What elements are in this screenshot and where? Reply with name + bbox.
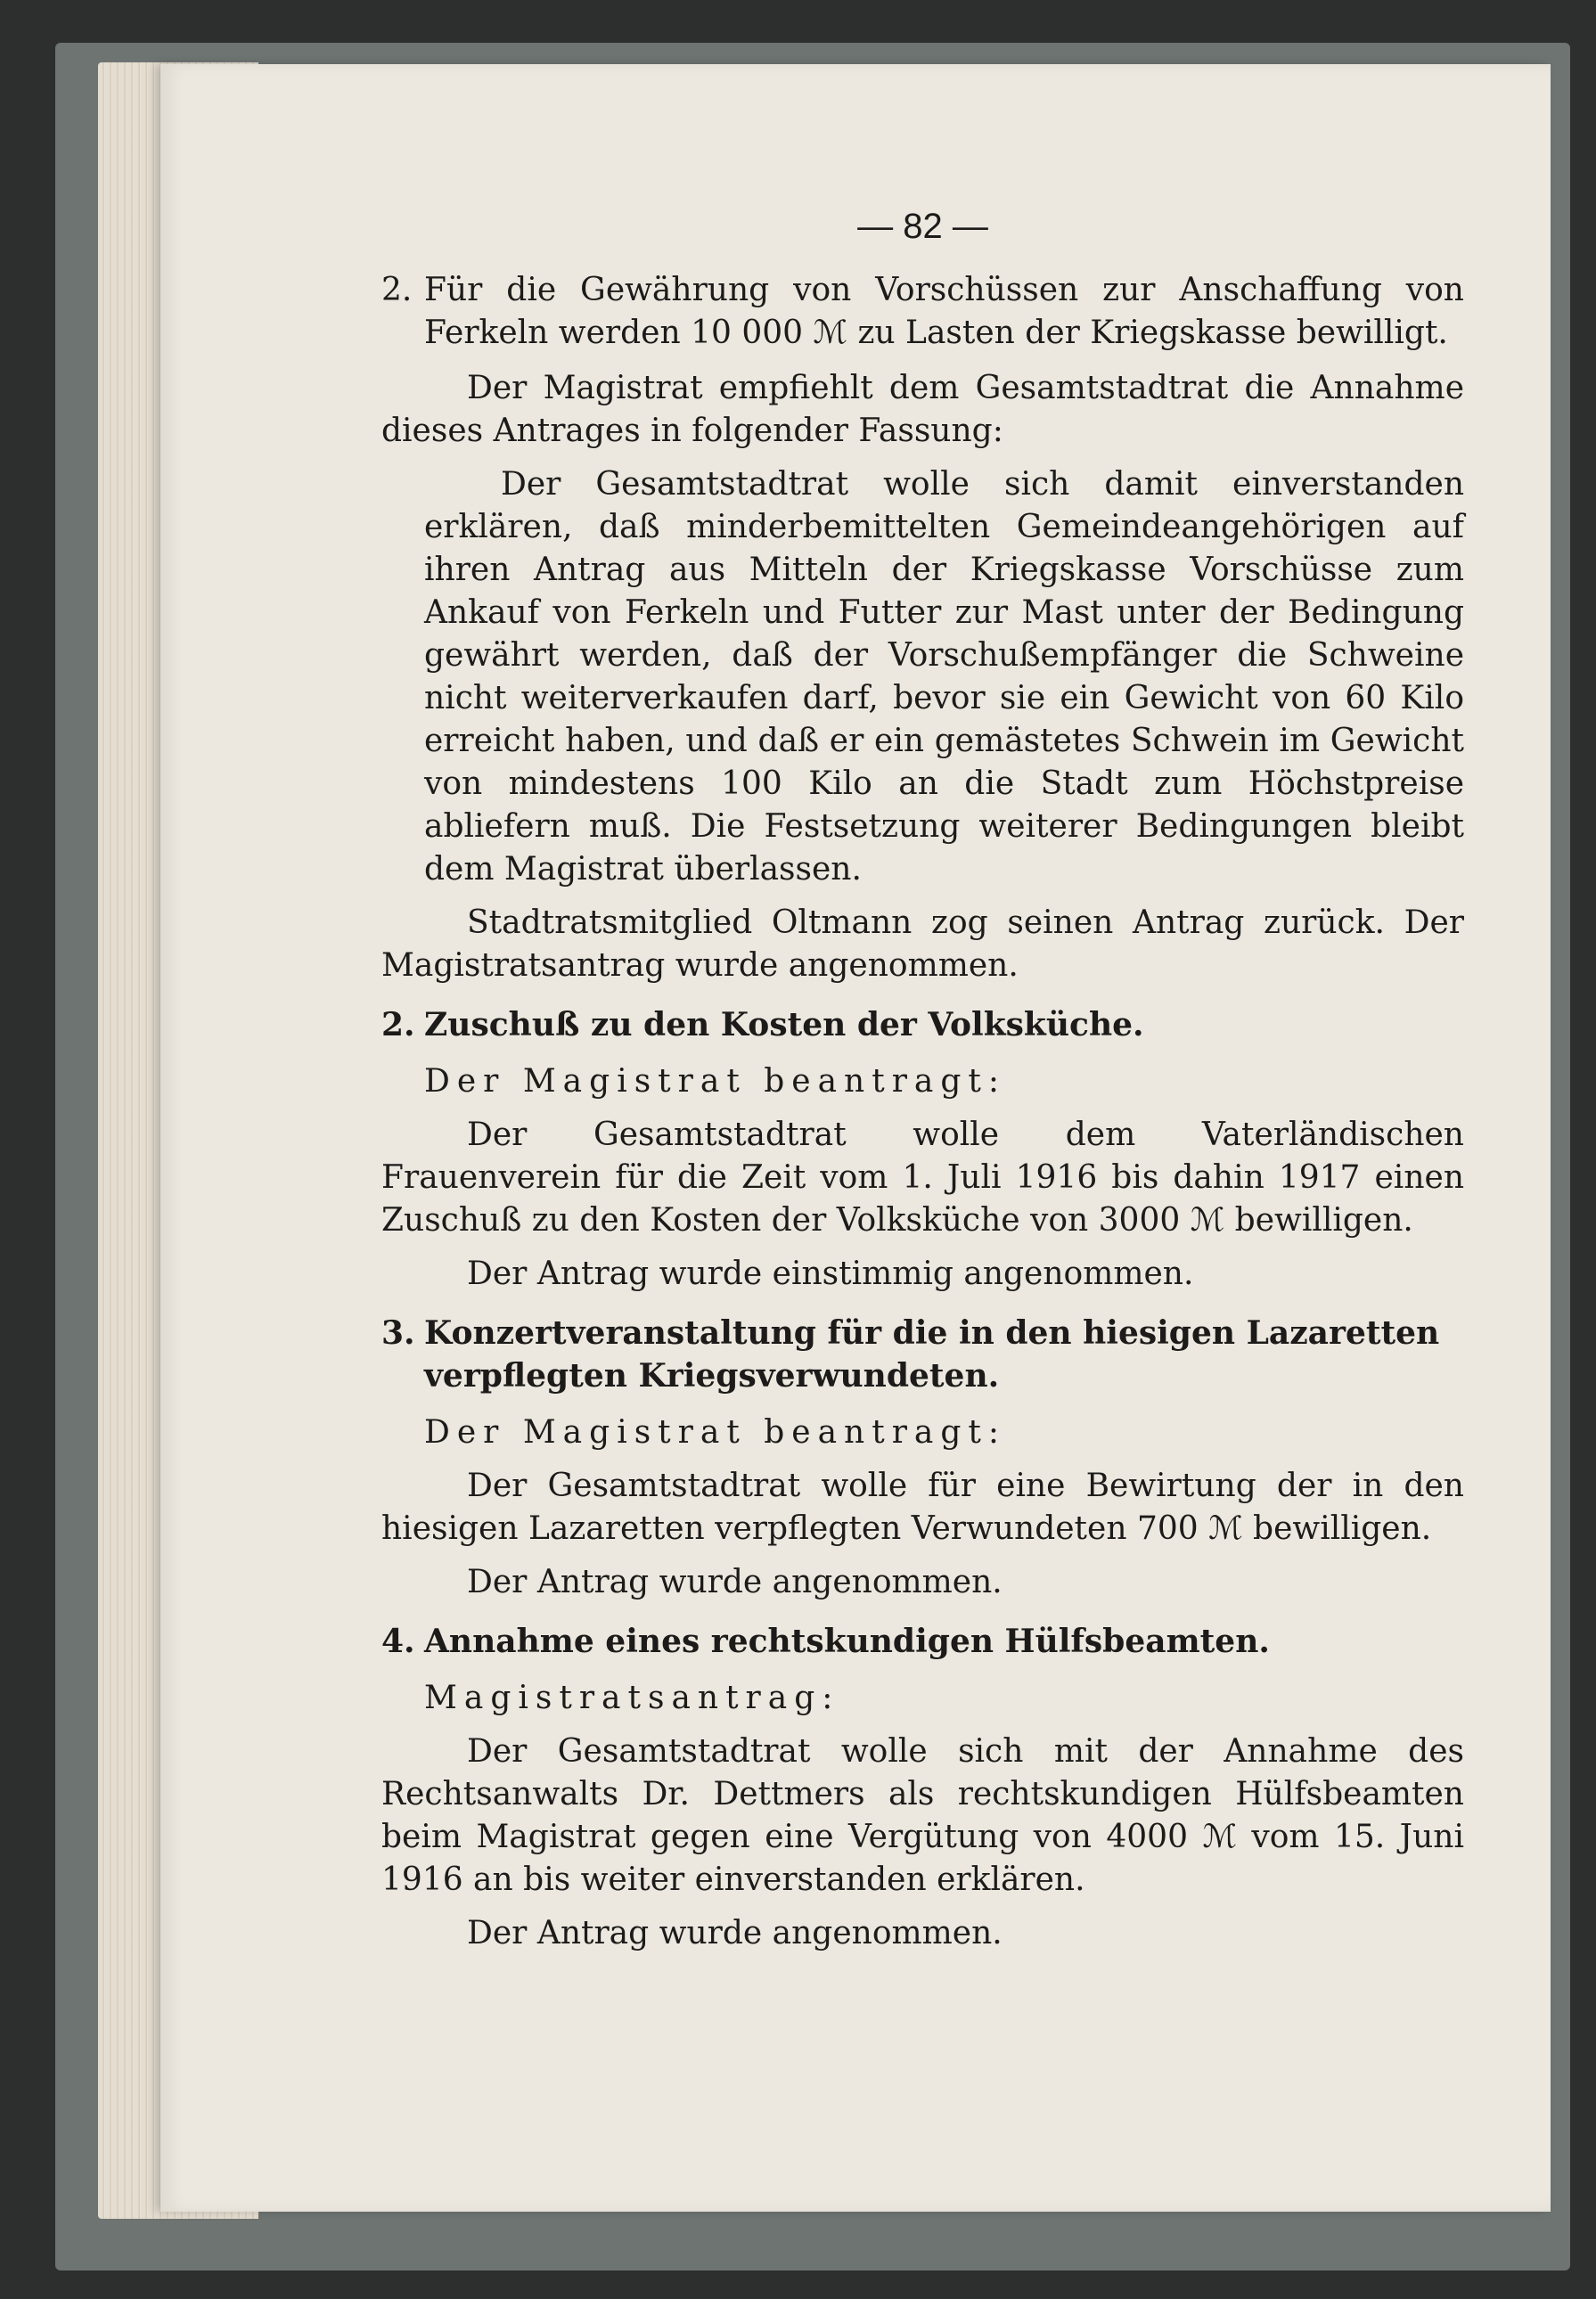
list-item-continuation	[381, 269, 1464, 355]
list-item-text: Für die Gewährung von Vorschüssen zur Anschaffung von Ferkeln werden 10 000 ℳ zu Lasten der Kriegskasse bewilligt.	[424, 272, 1464, 351]
motion-intro: Der Magistrat beantragt:	[424, 1063, 1007, 1100]
motion-text: Der Gesamtstadtrat wolle für eine Bewirtung der in den hiesigen Lazaretten verpflegten Verwundeten 700 ℳ bewilligen.	[381, 1468, 1464, 1547]
paragraph-withdrawal: Stadtratsmitglied Oltmann zog seinen Antrag zurück. Der Magistratsantrag wurde angenommen.	[381, 904, 1464, 984]
motion-result: Der Antrag wurde angenommen.	[467, 1915, 1003, 1951]
section-number: 3.	[381, 1314, 415, 1352]
motion-result: Der Antrag wurde angenommen.	[467, 1564, 1003, 1600]
section-title: Konzertveranstaltung für die in den hiesigen Lazaretten verpflegten Kriegsverwundeten.	[424, 1314, 1440, 1395]
section-title: Annahme eines rechtskundigen Hülfsbeamten.	[424, 1623, 1270, 1660]
page-content	[381, 205, 1464, 1966]
motion-result: Der Antrag wurde einstimmig angenommen.	[467, 1256, 1194, 1292]
section-heading-volkskueche	[381, 1003, 1464, 1046]
section-heading-huelfsbeamter	[381, 1620, 1464, 1663]
list-item-number: 2.	[381, 272, 413, 308]
motion-intro: Magistratsantrag:	[424, 1680, 840, 1716]
motion-text: Der Gesamtstadtrat wolle dem Vaterländischen Frauenverein für die Zeit vom 1. Juli 1916 bis dahin 1917 einen Zuschuß zu den Kosten der Volksküche von 3000 ℳ bewilligen.	[381, 1117, 1464, 1239]
motion-intro: Der Magistrat beantragt:	[424, 1414, 1007, 1451]
section-number: 2.	[381, 1006, 415, 1043]
paragraph-resolution-text: Der Gesamtstadtrat wolle sich damit einverstanden erklären, daß minderbemittelten Gemeindeangehörigen auf ihren Antrag aus Mitteln der Kriegskasse Vorschüsse zum Ankauf von Ferkeln und Futter zur Mast unter der Bedingung gewährt werden, daß der Vorschußempfänger die Schweine nicht weiterverkaufen darf, bevor sie ein Gewicht von 60 Kilo erreicht haben, und daß er ein gemästetes Schwein im Gewicht von mindestens 100 Kilo an die Stadt zum Höchstpreise abliefern muß. Die Festsetzung weiterer Bedingungen bleibt dem Magistrat überlassen.	[424, 466, 1464, 888]
section-title: Zuschuß zu den Kosten der Volksküche.	[424, 1006, 1144, 1043]
section-heading-konzert	[381, 1312, 1464, 1397]
paragraph-magistrat-recommendation: Der Magistrat empfiehlt dem Gesamtstadtrat die Annahme dieses Antrages in folgender Fassung:	[381, 370, 1464, 449]
page-number: — 82 —	[857, 207, 988, 246]
section-number: 4.	[381, 1623, 415, 1660]
motion-text: Der Gesamtstadtrat wolle sich mit der Annahme des Rechtsanwalts Dr. Dettmers als rechtskundigen Hülfsbeamten beim Magistrat gegen eine Vergütung von 4000 ℳ vom 15. Juni 1916 an bis weiter einverstanden erklären.	[381, 1733, 1464, 1898]
